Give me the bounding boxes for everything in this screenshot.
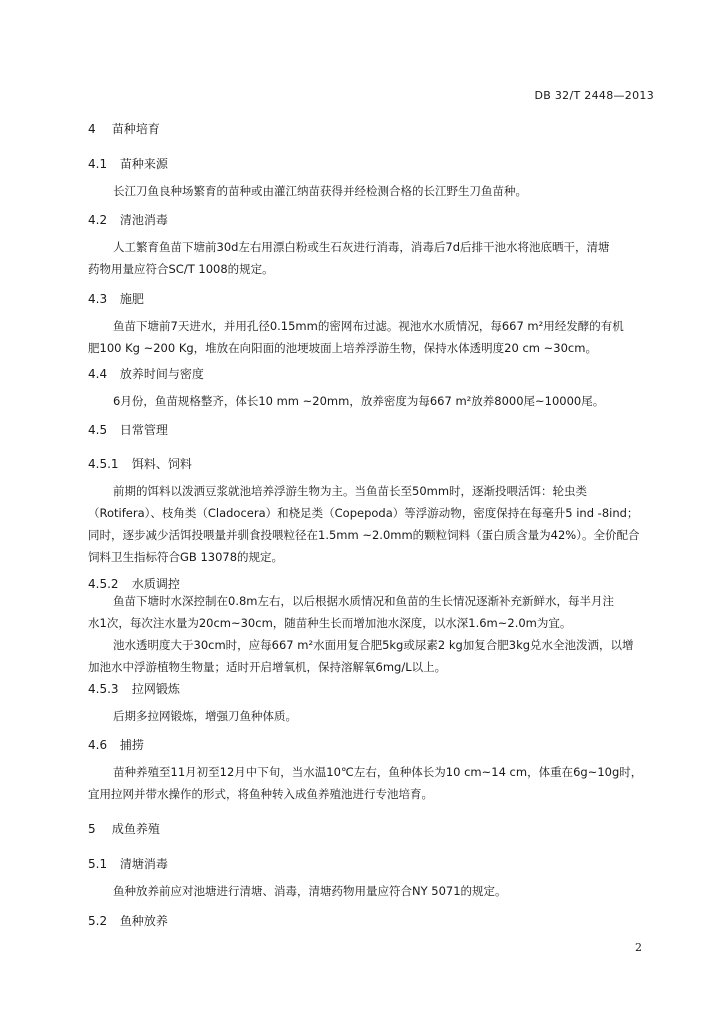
section-number: 4.3 (88, 292, 108, 306)
text-line: 宜用拉网并带水操作的形式，将鱼种转入成鱼养殖池进行专池培育。 (88, 787, 433, 801)
section-title: 拉网锻炼 (131, 682, 180, 696)
paragraph-5-1 (88, 880, 648, 902)
text-line: （Rotifera）、枝角类（Cladocera）和桡足类（Copepoda）等浮游动物，密度保持在每毫升5 ind -8ind； (88, 506, 639, 520)
section-title: 日常管理 (119, 423, 168, 437)
section-title: 水质调控 (131, 577, 180, 591)
section-number: 5.1 (88, 857, 108, 871)
section-title: 苗种来源 (119, 157, 168, 171)
section-heading-5-2 (88, 913, 648, 929)
paragraph-4-2 (88, 236, 648, 280)
section-heading-4-6 (88, 737, 648, 753)
section-heading-5-1 (88, 856, 648, 872)
section-number: 4.5 (88, 423, 108, 437)
section-title: 成鱼养殖 (111, 822, 160, 836)
section-heading-5 (88, 821, 648, 837)
section-heading-4-2 (88, 212, 648, 228)
paragraph-4-5-1 (88, 480, 648, 568)
text-line: 长江刀鱼良种场繁育的苗种或由灌江纳苗获得并经检测合格的长江野生刀鱼苗种。 (113, 184, 527, 198)
section-title: 饵料、饲料 (131, 457, 192, 471)
section-title: 放养时间与密度 (119, 367, 204, 381)
section-number: 4.5.2 (88, 577, 119, 591)
section-heading-4 (88, 121, 648, 137)
section-heading-4-1 (88, 156, 648, 172)
section-title: 苗种培育 (111, 122, 160, 136)
paragraph-4-4 (88, 390, 648, 412)
paragraph-4-3 (88, 315, 648, 359)
text-line: 加池水中浮游植物生物量；适时开启增氧机，保持溶解氧6mg/L以上。 (88, 660, 447, 674)
section-number: 4.6 (88, 738, 108, 752)
section-number: 5 (88, 822, 96, 836)
text-line: 鱼苗下塘时水深控制在0.8m左右，以后根据水质情况和鱼苗的生长情况逐渐补充新鲜水，每半月注 (113, 594, 614, 608)
section-heading-4-3 (88, 291, 648, 307)
text-line: 人工繁育鱼苗下塘前30d左右用漂白粉或生石灰进行消毒，消毒后7d后排干池水将池底晒干，清塘 (113, 240, 610, 254)
section-title: 捕捞 (119, 738, 144, 752)
text-line: 池水透明度大于30cm时，应每667 m²水面用复合肥5kg或尿素2 kg加复合肥3kg兑水全池泼洒，以增 (113, 638, 634, 652)
page-number: 2 (635, 941, 642, 954)
text-line: 水1次，每次注水量为20cm~30cm，随苗种生长而增加池水深度，以水深1.6m~2.0m为宜。 (88, 616, 572, 630)
section-number: 4.2 (88, 213, 108, 227)
section-heading-4-5-3 (88, 681, 648, 697)
text-line: 鱼种放养前应对池塘进行清塘、消毒，清塘药物用量应符合NY 5071的规定。 (113, 884, 507, 898)
paragraph-4-5-3 (88, 705, 648, 727)
text-line: 鱼苗下塘前7天进水，并用孔径0.15mm的密网布过滤。视池水水质情况，每667 m²用经发酵的有机 (113, 319, 624, 333)
section-title: 清池消毒 (119, 213, 168, 227)
text-line: 肥100 Kg ~200 Kg，堆放在向阳面的池埂坡面上培养浮游生物，保持水体透明度20 cm ~30cm。 (88, 341, 597, 355)
text-line: 饲料卫生指标符合GB 13078的规定。 (88, 550, 284, 564)
section-heading-4-4 (88, 366, 648, 382)
text-line: 同时，逐步减少活饵投喂量并驯食投喂粒径在1.5mm ~2.0mm的颗粒饲料（蛋白质含量为42%）。全价配合 (88, 528, 640, 542)
section-number: 4.1 (88, 157, 108, 171)
text-line: 药物用量应符合SC/T 1008的规定。 (88, 262, 274, 276)
section-title: 清塘消毒 (119, 857, 168, 871)
text-line: 6月份，鱼苗规格整齐，体长10 mm ~20mm，放养密度为每667 m²放养8000尾~10000尾。 (113, 394, 605, 408)
section-heading-4-5-1 (88, 456, 648, 472)
paragraph-4-5-2 (88, 590, 648, 678)
standard-code: DB 32/T 2448—2013 (534, 89, 654, 102)
section-number: 4.5.3 (88, 682, 119, 696)
section-number: 5.2 (88, 914, 108, 928)
paragraph-4-1 (88, 180, 648, 202)
paragraph-4-6 (88, 761, 648, 805)
section-number: 4.4 (88, 367, 108, 381)
section-number: 4.5.1 (88, 457, 119, 471)
section-number: 4 (88, 122, 96, 136)
text-line: 前期的饵料以泼洒豆浆就池培养浮游生物为主。当鱼苗长至50mm时，逐渐投喂活饵：轮虫类 (113, 484, 588, 498)
text-line: 后期多拉网锻炼，增强刀鱼种体质。 (113, 709, 297, 723)
section-title: 施肥 (119, 292, 144, 306)
section-title: 鱼种放养 (119, 914, 168, 928)
text-line: 苗种养殖至11月初至12月中下旬，当水温10℃左右，鱼种体长为10 cm~14 cm，体重在6g~10g时， (113, 765, 643, 779)
section-heading-4-5 (88, 422, 648, 438)
